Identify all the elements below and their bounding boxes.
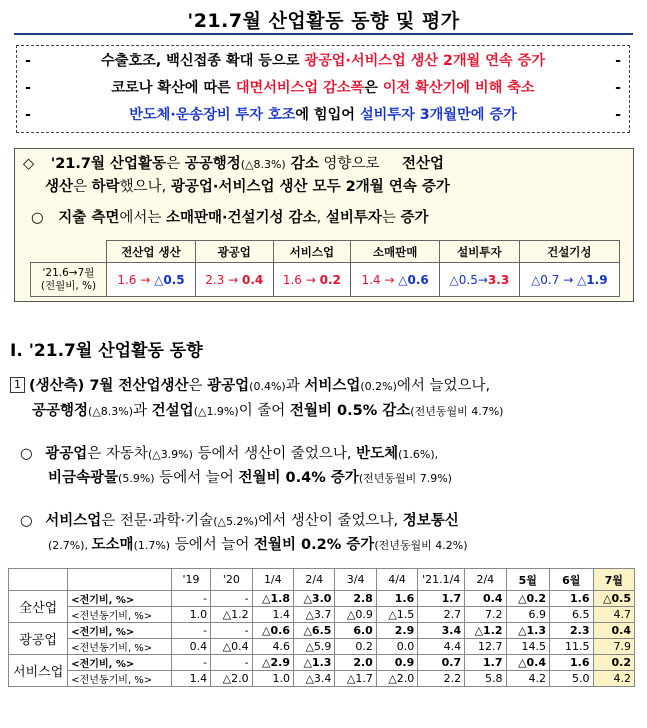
table-cell: 6.5 bbox=[550, 607, 593, 623]
table-cell: 3.4 bbox=[418, 623, 465, 639]
headline-line-3: - 반도체·운송장비 투자 호조에 힘입어 설비투자 3개월만에 증가 - bbox=[25, 107, 621, 123]
table-cell: 4.7 bbox=[593, 607, 635, 623]
table-cell: - bbox=[211, 591, 252, 607]
table-cell: 1.0 bbox=[252, 671, 293, 687]
table-cell: 1.6 bbox=[550, 591, 593, 607]
table-row bbox=[9, 623, 635, 639]
summary-table-values: '21.6→7월 (전월비, %) 1.6 → △0.5 2.3 → 0.4 1.6 → 0.2 1.4 → △0.6 △0.5→3.3 △0.7 → △1.9 bbox=[31, 263, 620, 297]
table-cell: - bbox=[171, 591, 210, 607]
table-cell: △3.0 bbox=[294, 591, 335, 607]
table-cell: 2.3 bbox=[550, 623, 593, 639]
para2-line2: 비금속광물(5.9%) 등에서 늘어 전월비 0.4% 증가(전년동월비 7.9%) bbox=[48, 470, 452, 486]
para2-line1: ○ 광공업은 자동차(△3.9%) 등에서 생산이 줄었으나, 반도체(1.6%), bbox=[20, 446, 439, 462]
headline-line-1: - 수출호조, 백신접종 확대 등으로 광공업·서비스업 생산 2개월 연속 증가 - bbox=[25, 53, 621, 69]
table-cell: △0.5 bbox=[593, 591, 635, 607]
table-cell: △1.3 bbox=[294, 655, 335, 671]
table-cell: 1.4 bbox=[171, 671, 210, 687]
table-cell: 1.7 bbox=[465, 655, 506, 671]
table-cell: 7.9 bbox=[593, 639, 635, 655]
row-sublabel: <전년동기비, %> bbox=[68, 639, 172, 655]
table-cell: 0.0 bbox=[376, 639, 417, 655]
summary-line-2: 생산은 하락했으나, 광공업·서비스업 생산 모두 2개월 연속 증가 bbox=[45, 179, 450, 195]
para3-line1: ○ 서비스업은 전문·과학·기술(△5.2%)에서 생산이 줄었으나, 정보통신 bbox=[20, 513, 459, 529]
table-cell: 2.0 bbox=[335, 655, 376, 671]
table-cell: △2.0 bbox=[376, 671, 417, 687]
table-cell: 5.8 bbox=[465, 671, 506, 687]
table-cell: 1.0 bbox=[171, 607, 210, 623]
table-cell: 0.2 bbox=[335, 639, 376, 655]
row-name: 서비스업 bbox=[9, 655, 68, 687]
table-cell: 11.5 bbox=[550, 639, 593, 655]
statistics-table bbox=[8, 568, 635, 687]
table-cell: 14.5 bbox=[506, 639, 549, 655]
table-cell: 1.7 bbox=[418, 591, 465, 607]
table-cell: △1.8 bbox=[252, 591, 293, 607]
table-cell: △6.5 bbox=[294, 623, 335, 639]
section-title: Ⅰ. '21.7월 산업활동 동향 bbox=[10, 341, 203, 361]
table-cell: 0.9 bbox=[376, 655, 417, 671]
table-cell: 7.2 bbox=[465, 607, 506, 623]
summary-line-3: ○ 지출 측면에서는 소매판매·건설기성 감소, 설비투자는 증가 bbox=[31, 210, 429, 226]
table-cell: 6.0 bbox=[335, 623, 376, 639]
table-cell: 0.7 bbox=[418, 655, 465, 671]
table-cell: 2.8 bbox=[335, 591, 376, 607]
table-row bbox=[9, 591, 635, 607]
table-cell: 4.4 bbox=[418, 639, 465, 655]
table-cell: △2.0 bbox=[211, 671, 252, 687]
table-cell: △1.2 bbox=[465, 623, 506, 639]
table-cell: - bbox=[171, 655, 210, 671]
row-name: 全산업 bbox=[9, 591, 68, 623]
page-title: '21.7월 산업활동 동향 및 평가 bbox=[187, 10, 460, 32]
table-cell: - bbox=[171, 623, 210, 639]
row-sublabel: <전년동기비, %> bbox=[68, 607, 172, 623]
circle-bullet-icon: ○ bbox=[20, 513, 33, 529]
table-cell: △3.4 bbox=[294, 671, 335, 687]
table-cell: △0.2 bbox=[506, 591, 549, 607]
table-cell: △2.9 bbox=[252, 655, 293, 671]
row-sublabel: <전기비, %> bbox=[68, 655, 172, 671]
table-cell: 4.2 bbox=[593, 671, 635, 687]
table-cell: △5.9 bbox=[294, 639, 335, 655]
headline-line-2: - 코로나 확산에 따른 대면서비스업 감소폭은 이전 확산기에 비해 축소 - bbox=[25, 80, 621, 96]
table-cell: 12.7 bbox=[465, 639, 506, 655]
row-sublabel: <전기비, %> bbox=[68, 591, 172, 607]
table-cell: △1.2 bbox=[211, 607, 252, 623]
table-cell: 0.4 bbox=[593, 623, 635, 639]
table-cell: △1.3 bbox=[506, 623, 549, 639]
row-sublabel: <전년동기비, %> bbox=[68, 671, 172, 687]
table-cell: △1.5 bbox=[376, 607, 417, 623]
table-row bbox=[9, 671, 635, 687]
table-cell: △0.9 bbox=[335, 607, 376, 623]
table-cell: 1.4 bbox=[252, 607, 293, 623]
summary-table-header: 전산업 생산 광공업 서비스업 소매판매 설비투자 건설기성 bbox=[31, 241, 620, 263]
table-cell: △0.6 bbox=[252, 623, 293, 639]
summary-row-label: '21.6→7월 (전월비, %) bbox=[31, 263, 107, 297]
para1-line2: 공공행정(△8.3%)과 건설업(△1.9%)이 줄어 전월비 0.5% 감소(전년동월비 4.7%) bbox=[32, 403, 504, 419]
title-underline bbox=[14, 33, 633, 35]
row-sublabel: <전기비, %> bbox=[68, 623, 172, 639]
para1-line1: 1 (생산측) 7월 전산업생산은 광공업(0.4%)과 서비스업(0.2%)에서 늘었으나, bbox=[10, 375, 490, 398]
table-cell: - bbox=[211, 623, 252, 639]
table-cell: 5.0 bbox=[550, 671, 593, 687]
table-cell: 2.2 bbox=[418, 671, 465, 687]
table-header: '19 '20 1/4 2/4 3/4 4/4 '21.1/4 2/4 5월 6월 7월 bbox=[9, 569, 635, 591]
table-cell: 2.7 bbox=[418, 607, 465, 623]
headline-box bbox=[16, 45, 630, 133]
section-number-box: 1 bbox=[10, 377, 25, 393]
table-cell: 2.9 bbox=[376, 623, 417, 639]
table-cell: △0.4 bbox=[506, 655, 549, 671]
table-row bbox=[9, 655, 635, 671]
para3-line2: (2.7%), 도소매(1.7%) 등에서 늘어 전월비 0.2% 증가(전년동월비 4.2%) bbox=[48, 537, 468, 553]
table-cell: 1.6 bbox=[550, 655, 593, 671]
row-name: 광공업 bbox=[9, 623, 68, 655]
table-cell: △1.7 bbox=[335, 671, 376, 687]
table-row bbox=[9, 607, 635, 623]
circle-bullet-icon: ○ bbox=[20, 446, 33, 462]
table-cell: 0.4 bbox=[171, 639, 210, 655]
table-cell: 0.2 bbox=[593, 655, 635, 671]
table-cell: 6.9 bbox=[506, 607, 549, 623]
summary-line-1: ◇ '21.7월 산업활동은 공공행정(△8.3%) 감소 영향으로 전산업 bbox=[23, 156, 445, 172]
table-cell: 4.2 bbox=[506, 671, 549, 687]
summary-table bbox=[30, 240, 620, 297]
table-row bbox=[9, 639, 635, 655]
table-cell: 4.6 bbox=[252, 639, 293, 655]
table-cell: - bbox=[211, 655, 252, 671]
circle-bullet-icon: ○ bbox=[31, 210, 44, 226]
table-cell: △0.4 bbox=[211, 639, 252, 655]
diamond-icon: ◇ bbox=[23, 156, 35, 172]
table-cell: 1.6 bbox=[376, 591, 417, 607]
table-cell: 0.4 bbox=[465, 591, 506, 607]
table-cell: △3.7 bbox=[294, 607, 335, 623]
